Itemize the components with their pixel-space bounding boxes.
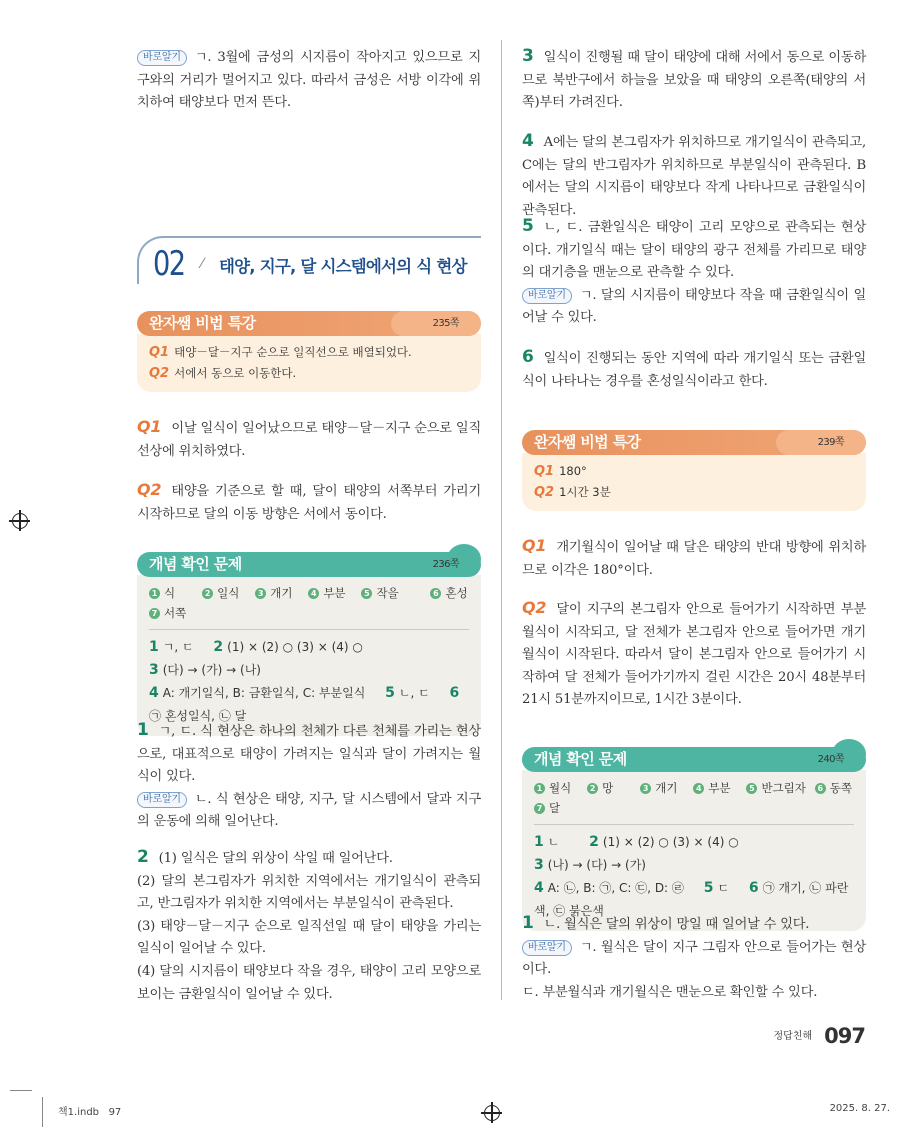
answer-item xyxy=(534,881,684,895)
blank-text: 부분 xyxy=(323,586,346,600)
circled-number-icon: 6 xyxy=(815,783,826,794)
concept-box-body xyxy=(137,575,481,736)
answer-text: ㄱ, ㄷ xyxy=(162,640,194,654)
circled-number-icon: 3 xyxy=(640,783,651,794)
circled-number-icon: 1 xyxy=(534,783,545,794)
blank-text: 망 xyxy=(602,781,614,795)
tip-item xyxy=(149,363,469,384)
correction-badge: 바로알기 xyxy=(522,288,572,304)
blank-item xyxy=(587,778,640,798)
answer-text: A: 개기일식, B: 금환일식, C: 부분일식 xyxy=(162,686,366,700)
registration-mark-icon xyxy=(484,1105,500,1121)
circled-number-icon: 3 xyxy=(255,588,266,599)
tip-box-235 xyxy=(137,311,481,392)
answer-text: ㄴ, ㄷ. 금환일식은 태양이 고리 모양으로 관측되는 현상이다. 개기일식 때는 달이 태양의 광구 전체를 가리므로 태양의 대기층을 맨눈으로 관측할 수 있다. xyxy=(522,220,866,281)
correction-text: ㄱ. 달의 시지름이 태양보다 작을 때 금환일식이 일어날 수 있다. xyxy=(522,287,866,326)
answer-number: 6 xyxy=(748,880,759,896)
blank-text: 달 xyxy=(549,801,561,815)
tip-box-body xyxy=(137,334,481,392)
blank-text: 작을 xyxy=(376,586,399,600)
q-label: Q1 xyxy=(534,464,555,479)
q-label: Q2 xyxy=(137,480,162,499)
explain-q1-right xyxy=(522,535,866,582)
correction-text: ㄴ. 식 현상은 태양, 지구, 달 시스템에서 달과 지구의 운동에 의해 일어난다. xyxy=(137,791,481,830)
blank-item xyxy=(534,778,587,798)
blank-text: 서쪽 xyxy=(164,606,187,620)
tip-answer: 태양－달－지구 순으로 일직선으로 배열되었다. xyxy=(174,345,412,359)
blank-item xyxy=(415,583,468,603)
short-answers xyxy=(149,636,469,728)
answer-text: 일식이 진행될 때 달이 태양에 대해 서에서 동으로 이동하므로 북반구에서 하늘을 보았을 때 태양의 오른쪽(태양의 서쪽)부터 가려진다. xyxy=(522,50,866,111)
blank-text: 개기 xyxy=(655,781,678,795)
page-ref: 239쪽 xyxy=(817,437,844,448)
answer-subitem: (2) 달의 본그림자가 위치한 지역에서는 개기일식이 관측되고, 반그림자가 위치한 지역에서는 부분일식이 관측된다. xyxy=(137,873,481,912)
answer-number: 5 xyxy=(522,216,534,236)
answer-number: 5 xyxy=(385,685,395,701)
blank-item xyxy=(255,583,308,603)
circled-number-icon: 2 xyxy=(587,783,598,794)
answer-number: 1 xyxy=(534,834,544,850)
blank-item xyxy=(361,583,414,603)
crop-mark xyxy=(10,1090,32,1091)
answer-number: 4 xyxy=(522,131,534,151)
answer-text: (나) → (다) → (가) xyxy=(547,858,646,872)
answer-item xyxy=(589,835,739,849)
blank-item xyxy=(693,778,746,798)
answer-text: ㄷ xyxy=(717,881,730,895)
correction-text: ㄱ. 월식은 달이 지구 그림자 안으로 들어가는 현상이다. xyxy=(522,939,866,978)
blank-item xyxy=(202,583,255,603)
answer-text: ㄱ, ㄷ. 식 현상은 하나의 천체가 다른 천체를 가리는 현상으로, 대표적으로 태양이 가려지는 일식과 달이 가려지는 월식이 있다. xyxy=(137,724,481,785)
answer-text: ㉠ 개기, ㉡ 파란색, ㉢ 붉은색 xyxy=(534,881,849,918)
answer-item xyxy=(704,881,729,895)
answer-text: A에는 달의 본그림자가 위치하므로 개기일식이 관측되고, C에는 달의 반그림자가 위치하므로 부분일식이 관측된다. B에서는 달의 시지름이 태양보다 작게 나타나므로 금환일식이 관측된다. xyxy=(522,135,866,218)
explain-text: 태양을 기준으로 할 때, 달이 태양의 서쪽부터 가리기 시작하므로 달의 이동 방향은 서에서 동이다. xyxy=(137,484,481,522)
answer-text: (1) × (2) ○ (3) × (4) ○ xyxy=(602,835,739,849)
explain-q2 xyxy=(137,479,481,526)
crop-mark xyxy=(42,1097,43,1127)
answer-text: ㄴ, ㄷ xyxy=(398,686,430,700)
blank-text: 반그림자 xyxy=(761,781,806,795)
answer-number: 3 xyxy=(534,857,544,873)
answer-4 xyxy=(522,130,866,222)
answer-item xyxy=(149,686,365,700)
concept-box-236 xyxy=(137,552,481,736)
registration-mark-icon xyxy=(12,513,28,529)
answer-text: ㄴ xyxy=(547,835,560,849)
answer-subitem: (4) 달의 시지름이 태양보다 작을 경우, 태양이 고리 모양으로 보이는 금환일식이 일어날 수 있다. xyxy=(137,963,481,1002)
concept-box-title: 개념 확인 문제 xyxy=(534,750,627,768)
correction-badge: 바로알기 xyxy=(522,940,572,956)
circled-number-icon: 2 xyxy=(202,588,213,599)
correction-badge: 바로알기 xyxy=(137,50,187,66)
answer-number: 3 xyxy=(149,662,159,678)
tip-box-header xyxy=(137,311,481,336)
q-label: Q1 xyxy=(149,345,170,360)
blank-item xyxy=(308,583,361,603)
explain-text: 이날 일식이 일어났으므로 태양－달－지구 순으로 일직선상에 위치하였다. xyxy=(137,421,481,459)
slug-date: 2025. 8. 27. xyxy=(829,1103,890,1114)
page-footer xyxy=(774,1024,865,1048)
explain-text: 개기월식이 일어날 때 달은 태양의 반대 방향에 위치하므로 이각은 180°이다. xyxy=(522,540,866,578)
q-label: Q2 xyxy=(522,598,547,617)
answer-6 xyxy=(522,346,866,393)
answer-number: 1 xyxy=(149,639,159,655)
q-label: Q1 xyxy=(137,417,162,436)
concept-box-header xyxy=(522,747,866,772)
blank-text: 일식 xyxy=(217,586,240,600)
explain-q1 xyxy=(137,416,481,463)
answer-number: 3 xyxy=(522,46,534,66)
tip-answer: 서에서 동으로 이동한다. xyxy=(174,366,297,380)
page-number: 097 xyxy=(824,1024,865,1048)
answer-number: 6 xyxy=(522,347,534,367)
concept-box-title: 개념 확인 문제 xyxy=(149,555,242,573)
blank-text: 개기 xyxy=(270,586,293,600)
slug-file xyxy=(58,1103,121,1118)
slug-filename: 책1.indb xyxy=(58,1107,100,1118)
circled-number-icon: 4 xyxy=(308,588,319,599)
blank-text: 부분 xyxy=(708,781,731,795)
explain-q2-right xyxy=(522,597,866,712)
blank-item xyxy=(640,778,693,798)
concept-box-body xyxy=(522,770,866,931)
circled-number-icon: 7 xyxy=(149,608,160,619)
short-answers xyxy=(534,831,854,923)
blank-text: 동쪽 xyxy=(829,781,853,795)
answer-2 xyxy=(137,846,481,1006)
blank-text: 혼성 xyxy=(445,586,468,600)
circled-number-icon: 1 xyxy=(149,588,160,599)
page-ref: 240쪽 xyxy=(817,754,844,765)
section-heading xyxy=(137,236,481,286)
tip-answer: 1시간 3분 xyxy=(559,485,611,499)
answer-item xyxy=(385,686,430,700)
circled-number-icon: 6 xyxy=(430,588,441,599)
blank-item xyxy=(814,778,852,798)
answer-item xyxy=(213,640,363,654)
blank-item xyxy=(534,798,587,818)
circled-number-icon: 5 xyxy=(361,588,372,599)
answer-number: 2 xyxy=(137,847,149,867)
tip-item xyxy=(149,342,469,363)
answer-text: ㉠ 혼성일식, ㉡ 달 xyxy=(149,709,247,723)
q-label: Q2 xyxy=(534,485,555,500)
left-top-note xyxy=(137,47,481,115)
tip-answer: 180° xyxy=(559,464,587,478)
section-number: 02 xyxy=(153,244,185,284)
answer-item xyxy=(534,835,559,849)
note-text: ㄱ. 3월에 금성의 시지름이 작아지고 있으므로 지구와의 거리가 멀어지고 있다. 따라서 금성은 서방 이각에 위치하여 태양보다 먼저 뜬다. xyxy=(137,50,481,111)
answer-number: 2 xyxy=(213,639,224,655)
answer-item xyxy=(149,640,194,654)
circled-number-icon: 5 xyxy=(746,783,757,794)
blank-text: 식 xyxy=(164,586,176,600)
answer-1-right xyxy=(522,912,866,1004)
answer-number: 6 xyxy=(449,685,460,701)
circled-number-icon: 7 xyxy=(534,803,545,814)
concept-box-240 xyxy=(522,747,866,931)
answer-number: 4 xyxy=(534,880,544,896)
slug-page: 97 xyxy=(108,1107,122,1118)
answer-text: 일식이 진행되는 동안 지역에 따라 개기일식 또는 금환일식이 나타나는 경우를 혼성일식이라고 한다. xyxy=(522,351,866,389)
section-title: 태양, 지구, 달 시스템에서의 식 현상 xyxy=(219,257,467,276)
answer-number: 1 xyxy=(522,913,534,933)
slash-icon: ⁄ xyxy=(201,256,204,272)
blank-item xyxy=(149,583,202,603)
blank-item xyxy=(746,778,813,798)
answer-number: 5 xyxy=(703,880,714,896)
answer-text: (다) → (가) → (나) xyxy=(162,663,261,677)
tip-item xyxy=(534,461,854,482)
column-divider xyxy=(501,40,502,1000)
answer-subitem: ㄷ. 부분월식과 개기월식은 맨눈으로 확인할 수 있다. xyxy=(522,984,818,1000)
answer-item xyxy=(534,858,646,872)
explain-text: 달이 지구의 본그림자 안으로 들어가기 시작하면 부분월식이 시작되고, 달 전체가 본그림자 안으로 들어가면 개기월식이 시작된다. 따라서 달이 본그림자 안으로 들어가기 시작하여 달 전체가 들어가기까지 걸린 시간은 20시 48분부터 21시 51분까지이므로, 1시간 3분이다. xyxy=(522,602,866,708)
answer-1 xyxy=(137,719,481,834)
answer-text: (1) × (2) ○ (3) × (4) ○ xyxy=(227,640,363,654)
blank-item xyxy=(149,603,202,623)
concept-box-header xyxy=(137,552,481,577)
blank-text: 월식 xyxy=(549,781,572,795)
correction-badge: 바로알기 xyxy=(137,792,187,808)
tip-box-header xyxy=(522,430,866,455)
tip-box-239 xyxy=(522,430,866,511)
tip-box-title: 완자쌤 비법 특강 xyxy=(149,314,256,332)
tip-item xyxy=(534,482,854,503)
answer-5 xyxy=(522,215,866,330)
answer-text: (1) 일식은 달의 위상이 삭일 때 일어난다. xyxy=(158,851,393,866)
footer-label: 정답친해 xyxy=(773,1031,813,1042)
answer-3 xyxy=(522,45,866,115)
blank-answers xyxy=(534,778,854,825)
answer-number: 2 xyxy=(589,834,599,850)
answer-number: 4 xyxy=(149,685,159,701)
answer-text: A: ㉡, B: ㉠, C: ㉢, D: ㉣ xyxy=(547,881,684,895)
answer-subitem: (3) 태양－달－지구 순으로 일직선일 때 달이 태양을 가리는 일식이 일어날 수 있다. xyxy=(137,918,481,957)
circled-number-icon: 4 xyxy=(693,783,704,794)
answer-text: ㄴ. 월식은 달의 위상이 망일 때 일어날 수 있다. xyxy=(543,917,810,932)
tip-box-title: 완자쌤 비법 특강 xyxy=(534,433,641,451)
q-label: Q1 xyxy=(522,536,547,555)
tip-box-body xyxy=(522,453,866,511)
page-ref: 235쪽 xyxy=(432,318,459,329)
q-label: Q2 xyxy=(149,366,170,381)
blank-answers xyxy=(149,583,469,630)
answer-item xyxy=(149,663,261,677)
answer-number: 1 xyxy=(137,720,149,740)
page-ref: 236쪽 xyxy=(432,559,459,570)
